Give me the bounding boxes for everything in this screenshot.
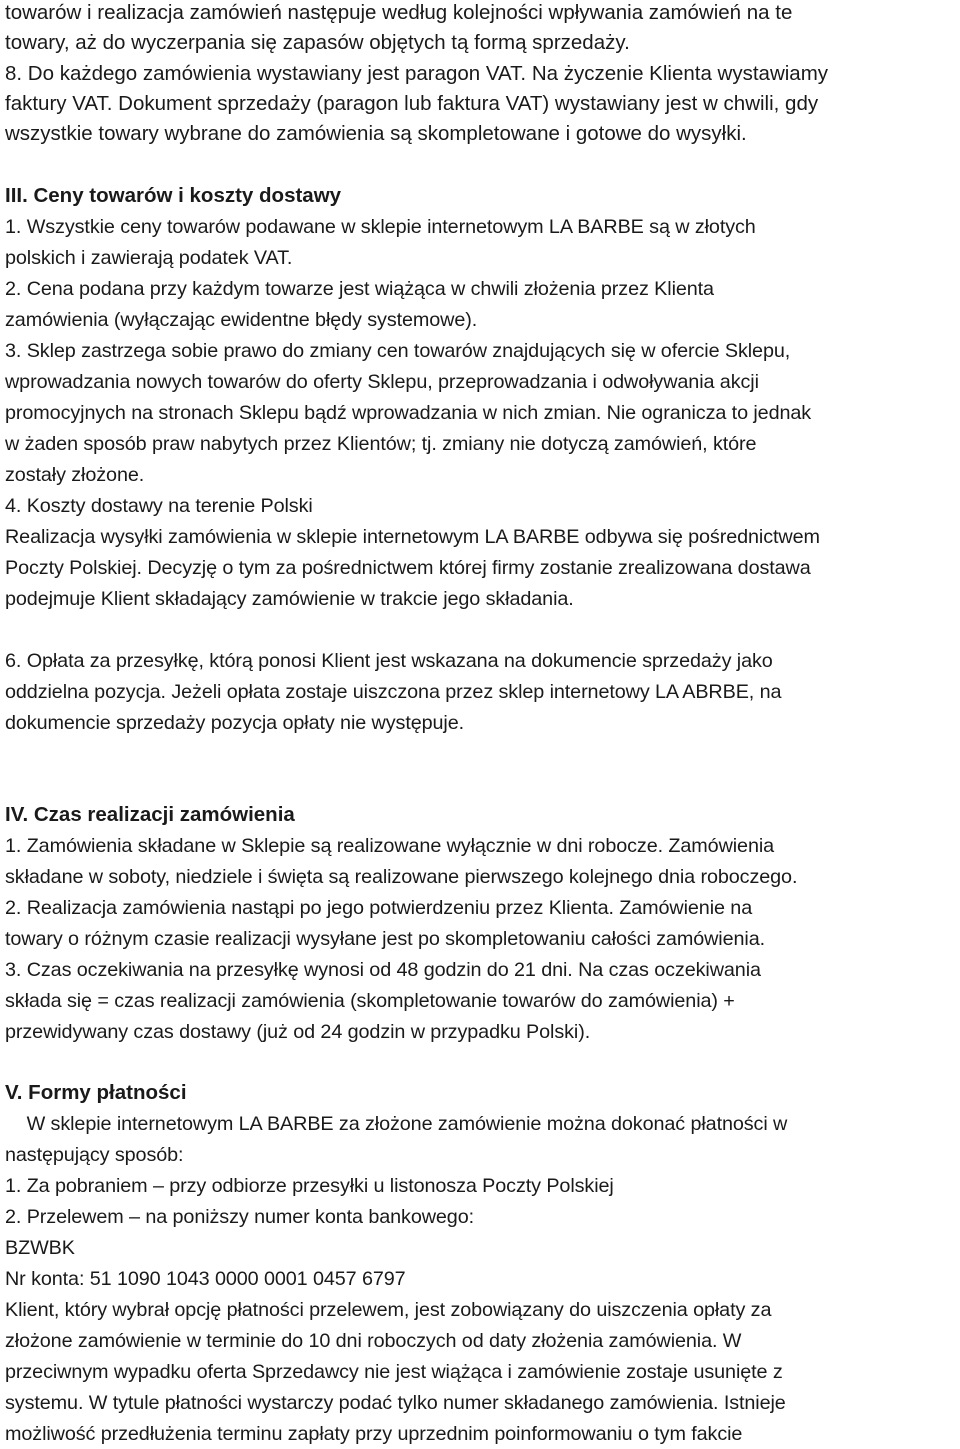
text-line: 6. Opłata za przesyłkę, którą ponosi Klient jest wskazana na dokumencie sprzedaży jako — [5, 650, 773, 672]
text-line: 2. Przelewem – na poniższy numer konta bankowego: — [5, 1206, 475, 1228]
text-line: 1. Za pobraniem – przy odbiorze przesyłki u listonosza Poczty Polskiej — [5, 1175, 614, 1197]
text-line: 1. Wszystkie ceny towarów podawane w sklepie internetowym LA BARBE są w złotych — [5, 216, 756, 238]
text-line: BZWBK — [5, 1237, 75, 1259]
section-heading-iv: IV. Czas realizacji zamówienia — [5, 803, 295, 826]
text-line: 3. Czas oczekiwania na przesyłkę wynosi od 48 godzin do 21 dni. Na czas oczekiwania — [5, 959, 761, 981]
text-line: polskich i zawierają podatek VAT. — [5, 247, 293, 269]
text-line: Poczty Polskiej. Decyzję o tym za pośrednictwem której firmy zostanie zrealizowana dostawa — [5, 557, 811, 579]
text-line: 4. Koszty dostawy na terenie Polski — [5, 495, 313, 517]
text-line: składane w soboty, niedziele i święta są realizowane pierwszego kolejnego dnia roboczego. — [5, 866, 798, 888]
text-line: dokumencie sprzedaży pozycja opłaty nie występuje. — [5, 712, 465, 734]
text-line: oddzielna pozycja. Jeżeli opłata zostaje uiszczona przez sklep internetowy LA ABRBE, na — [5, 681, 782, 703]
text-line: systemu. W tytule płatności wystarczy podać tylko numer składanego zamówienia. Istnieje — [5, 1392, 786, 1414]
text-line: Klient, który wybrał opcję płatności przelewem, jest zobowiązany do uiszczenia opłaty za — [5, 1299, 772, 1321]
text-line: Realizacja wysyłki zamówienia w sklepie internetowym LA BARBE odbywa się pośrednictwem — [5, 526, 820, 548]
text-line: 3. Sklep zastrzega sobie prawo do zmiany cen towarów znajdujących się w ofercie Sklepu, — [5, 340, 791, 362]
text-line: W sklepie internetowym LA BARBE za złożone zamówienie można dokonać płatności w — [5, 1113, 788, 1135]
text-line: zostały złożone. — [5, 464, 145, 486]
text-line: 2. Realizacja zamówienia nastąpi po jego potwierdzeniu przez Klienta. Zamówienie na — [5, 897, 753, 919]
text-line: wszystkie towary wybrane do zamówienia są skompletowane i gotowe do wysyłki. — [5, 122, 747, 145]
text-line: możliwość przedłużenia terminu zapłaty przy uprzednim poinformowaniu o tym fakcie — [5, 1423, 743, 1445]
text-line: następujący sposób: — [5, 1144, 184, 1166]
text-line: 1. Zamówienia składane w Sklepie są realizowane wyłącznie w dni robocze. Zamówienia — [5, 835, 775, 857]
text-line: towary o różnym czasie realizacji wysyłane jest po skompletowaniu całości zamówienia. — [5, 928, 765, 950]
text-line: złożone zamówienie w terminie do 10 dni roboczych od daty złożenia zamówienia. W — [5, 1330, 742, 1352]
text-line: 2. Cena podana przy każdym towarze jest wiążąca w chwili złożenia przez Klienta — [5, 278, 714, 300]
text-line: składa się = czas realizacji zamówienia (skompletowanie towarów do zamówienia) + — [5, 990, 735, 1012]
section-heading-iii: III. Ceny towarów i koszty dostawy — [5, 184, 342, 207]
text-line: zamówienia (wyłączając ewidentne błędy systemowe). — [5, 309, 478, 331]
text-line: towary, aż do wyczerpania się zapasów objętych tą formą sprzedaży. — [5, 31, 630, 54]
text-line: promocyjnych na stronach Sklepu bądź wprowadzania w nich zmian. Nie ogranicza to jednak — [5, 402, 812, 424]
text-line: podejmuje Klient składający zamówienie w trakcie jego składania. — [5, 588, 574, 610]
text-line: w żaden sposób praw nabytych przez Klientów; tj. zmiany nie dotyczą zamówień, które — [5, 433, 757, 455]
section-heading-v: V. Formy płatności — [5, 1081, 187, 1104]
text-line: 8. Do każdego zamówienia wystawiany jest paragon VAT. Na życzenie Klienta wystawiamy — [5, 62, 829, 85]
text-line: wprowadzania nowych towarów do oferty Sklepu, przeprowadzania i odwoływania akcji — [5, 371, 759, 393]
text-line: Nr konta: 51 1090 1043 0000 0001 0457 6797 — [5, 1268, 406, 1290]
text-line: faktury VAT. Dokument sprzedaży (paragon lub faktura VAT) wystawiany jest w chwili, gdy — [5, 92, 819, 115]
text-line: przewidywany czas dostawy (już od 24 godzin w przypadku Polski). — [5, 1021, 591, 1043]
text-line: towarów i realizacja zamówień następuje według kolejności wpływania zamówień na te — [5, 1, 793, 24]
text-line: przeciwnym wypadku oferta Sprzedawcy nie jest wiążąca i zamówienie zostaje usunięte z — [5, 1361, 783, 1383]
